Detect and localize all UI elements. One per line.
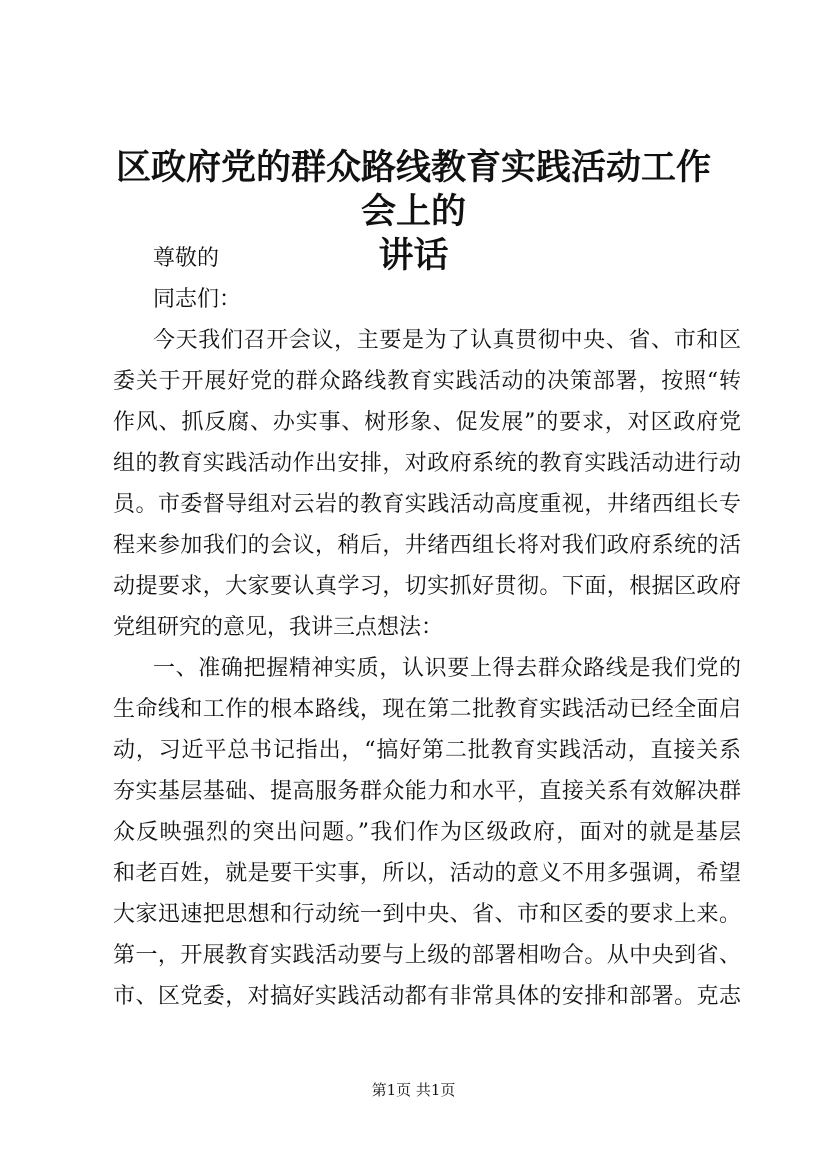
- paragraph-line: 动提要求，大家要认真学习，切实抓好贯彻。下面，根据区政府: [113, 574, 741, 599]
- paragraph-line: 党组研究的意见，我讲三点想法：: [113, 615, 444, 640]
- paragraph-line: 员。市委督导组对云岩的教育实践活动高度重视，井绪西组长专: [113, 492, 741, 517]
- paragraph-line: 夯实基层基础、提高服务群众能力和水平，直接关系有效解决群: [113, 779, 741, 804]
- paragraph-line: 组的教育实践活动作出安排，对政府系统的教育实践活动进行动: [113, 451, 741, 476]
- paragraph-line: 大家迅速把思想和行动统一到中央、省、市和区委的要求上来。: [113, 902, 741, 927]
- paragraph-line: 众反映强烈的突出问题。”我们作为区级政府，面对的就是基层: [113, 820, 741, 845]
- paragraph-line: 和老百姓，就是要干实事，所以，活动的意义不用多强调，希望: [113, 861, 741, 886]
- paragraph-line: 今天我们召开会议，主要是为了认真贯彻中央、省、市和区: [153, 328, 741, 353]
- salutation-line: 同志们：: [153, 287, 242, 312]
- document-body: [113, 238, 741, 1017]
- title-line-1: 区政府党的群众路线教育实践活动工作会上的: [115, 147, 711, 232]
- page-number-footer: 第1页 共1页: [371, 1081, 456, 1099]
- paragraph-line: 动，习近平总书记指出，“搞好第二批教育实践活动，直接关系: [113, 738, 741, 763]
- paragraph-line: 市、区党委，对搞好实践活动都有非常具体的安排和部署。克志: [113, 984, 741, 1009]
- paragraph-line: 第一，开展教育实践活动要与上级的部署相吻合。从中央到省、: [113, 943, 741, 968]
- paragraph-line: 程来参加我们的会议，稍后，井绪西组长将对我们政府系统的活: [113, 533, 741, 558]
- title-line-2: 讲话: [378, 235, 449, 276]
- paragraph-line: 一、准确把握精神实质，认识要上得去群众路线是我们党的: [153, 656, 741, 681]
- paragraph-line: 委关于开展好党的群众路线教育实践活动的决策部署，按照“转: [113, 369, 741, 394]
- salutation-line: 尊敬的: [153, 246, 220, 271]
- paragraph-line: 生命线和工作的根本路线，现在第二批教育实践活动已经全面启: [113, 697, 741, 722]
- paragraph-line: 作风、抓反腐、办实事、树形象、促发展”的要求，对区政府党: [113, 410, 741, 435]
